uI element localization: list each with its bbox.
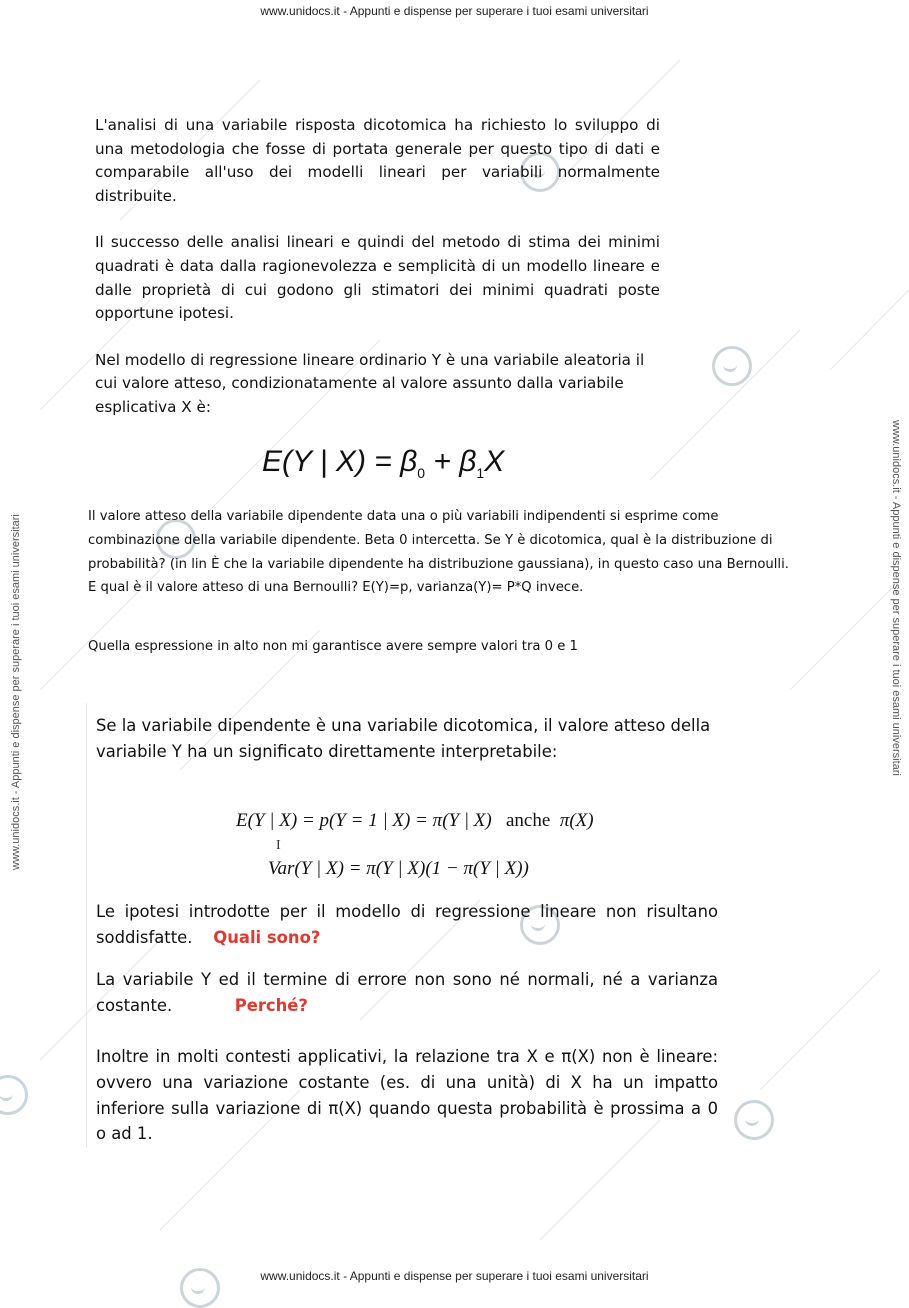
variance-formula: Var(Y | X) = π(Y | X)(1 − π(Y | X)) [268, 858, 529, 879]
hypotheses-paragraph: Le ipotesi introdotte per il modello di regressione lineare non risultano soddisfatte. Quali sono? [96, 902, 718, 947]
paragraph: L'analisi di una variabile risposta dicotomica ha richiesto lo sviluppo di una metodologia che fosse di portata generale per questo tipo di dati e comparabile all'uso dei modelli lineari per variabili normalmente distribuite. [95, 116, 660, 205]
side-watermark-right: www.unidocs.it - Appunti e dispense per superare i tuoi esami universitari [890, 420, 902, 776]
watermark-logo-icon [734, 1100, 774, 1140]
header-text: www.unidocs.it - Appunti e dispense per superare i tuoi esami universitari [260, 4, 649, 18]
nonlinearity-paragraph: Inoltre in molti contesti applicativi, la relazione tra X e π(X) non è lineare: ovvero una variazione costante (es. di una unità) di X ha un impatto inferiore sulla variazione di π(X) quando questa probabilità è prossima a 0 o ad 1. [96, 1047, 718, 1144]
regression-formula: E(Y | $X) = \beta_0 + \beta_1X$ [262, 445, 505, 481]
intro-text-block [95, 114, 660, 420]
page-footer [0, 1269, 909, 1283]
paragraph: Il successo delle analisi lineari e quindi del metodo di stima dei minimi quadrati è data dalla ragionevolezza e semplicità di un modello lineare e dalle proprietà di cui godono gli stimatori dei minimi quadrati poste opportune ipotesi. [95, 233, 660, 323]
side-watermark-left: www.unidocs.it - Appunti e dispense per superare i tuoi esami universitari [10, 514, 22, 870]
footer-text: www.unidocs.it - Appunti e dispense per superare i tuoi esami universitari [260, 1269, 649, 1283]
question-annotation: Quali sono? [213, 927, 321, 947]
text-cursor-icon: I [276, 838, 281, 853]
handwritten-note: Il valore atteso della variabile dipendente data una o più variabili indipendenti si esprime come combinazione della variabile dipendente. Beta 0 intercetta. Se Y è dicotomica, qual è la distribuzione di probabilità? (in lin È che la variabile dipendente ha distribuzione gaussiana), in questo caso una Bernoulli. E qual è il valore atteso di una Bernoulli? E(Y)=p, varianza(Y)= P*Q invece. [88, 509, 789, 596]
slide-intro: Se la variabile dipendente è una variabile dicotomica, il valore atteso della variabile Y ha un significato direttamente interpretabile: [96, 716, 711, 761]
paragraph: Nel modello di regressione lineare ordinario Y è una variabile aleatoria il cui valore atteso, condizionatamente al valore assunto dalla variabile esplicativa X è: [95, 350, 645, 416]
handwritten-note: Quella espressione in alto non mi garantisce avere sempre valori tra 0 e 1 [88, 639, 578, 654]
error-term-paragraph: La variabile Y ed il termine di errore non sono né normali, né a varianza costante. Perché? [96, 970, 718, 1015]
expected-value-formula: E(Y | X) = p(Y = 1 | X) = π(Y | X) anche π(X) [236, 810, 594, 831]
watermark-logo-icon [712, 346, 752, 386]
question-annotation: Perché? [234, 995, 308, 1015]
page-header [0, 4, 909, 18]
